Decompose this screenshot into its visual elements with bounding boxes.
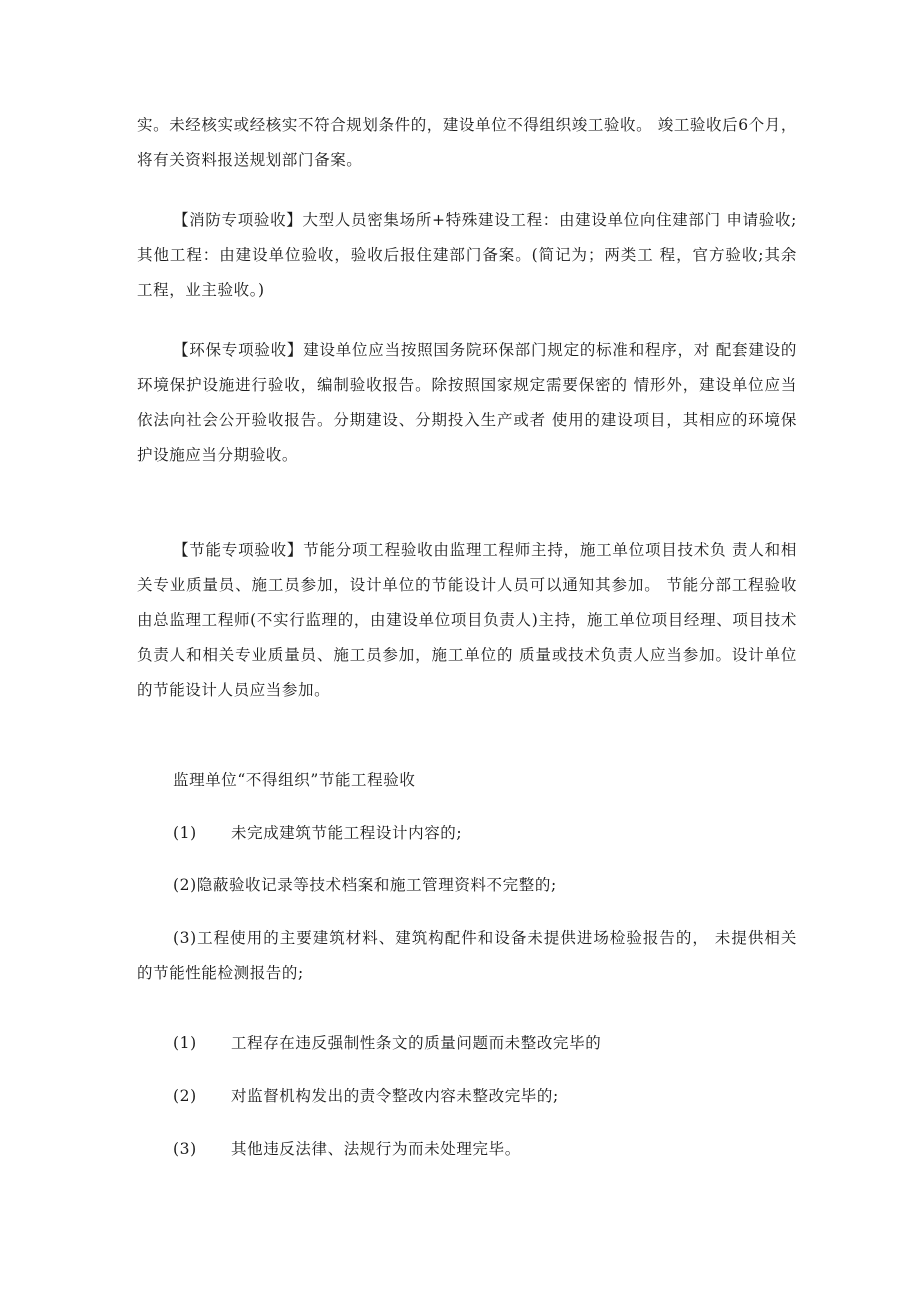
list-item <box>173 1079 559 1114</box>
list-item <box>173 1026 601 1061</box>
paragraph-energy-acceptance: 【节能专项验收】节能分项工程验收由监理工程师主持，施工单位项目技术负 责人和相关专业质量员、施工员参加，设计单位的节能设计人员可以通知其参加。 节能分部工程验收由总监理工程师(不实行监理的，由建设单位项目负责人)主持，施工单位项目经理、项目技术负责人和相关专业质量员、施工员参加，施工单位的 质量或技术负责人应当参加。设计单位的节能设计人员应当参加。 <box>137 541 797 699</box>
list-item-number: (1) <box>173 824 197 842</box>
section-heading: 监理单位“不得组织”节能工程验收 <box>173 771 416 789</box>
list-item-text: 对监督机构发出的责令整改内容未整改完毕的; <box>231 1087 559 1105</box>
list-item-text: 工程存在违反强制性条文的质量问题而未整改完毕的 <box>231 1034 602 1052</box>
list-item-text: 其他违反法律、法规行为而未处理完毕。 <box>231 1140 521 1158</box>
paragraph-environmental-acceptance: 【环保专项验收】建设单位应当按照国务院环保部门规定的标准和程序，对 配套建设的环境保护设施进行验收，编制验收报告。除按照国家规定需要保密的 情形外，建设单位应当依法向社会公开验收报告。分期建设、分期投入生产或者 使用的建设项目，其相应的环境保护设施应当分期验收。 <box>137 341 797 464</box>
list-item: (3)工程使用的主要建筑材料、建筑构配件和设备未提供进场检验报告的， 未提供相关的节能性能检测报告的; <box>137 929 797 982</box>
list-item-number: (1) <box>173 1034 197 1052</box>
list-item <box>173 1132 521 1167</box>
list-item-number: (3) <box>173 1140 197 1158</box>
list-item: (2)隐蔽验收记录等技术档案和施工管理资料不完整的; <box>173 876 557 894</box>
list-item <box>173 816 462 851</box>
list-item-text: 未完成建筑节能工程设计内容的; <box>231 824 463 842</box>
list-item-number: (2) <box>173 1087 197 1105</box>
paragraph-fire-acceptance: 【消防专项验收】大型人员密集场所+特殊建设工程：由建设单位向住建部门 申请验收;其他工程：由建设单位验收，验收后报住建部门备案。(简记为；两类工 程，官方验收;其余工程，业主验收。) <box>137 211 797 299</box>
paragraph-planning-tail: 实。未经核实或经核实不符合规划条件的，建设单位不得组织竣工验收。 竣工验收后6个月，将有关资料报送规划部门备案。 <box>137 116 797 169</box>
